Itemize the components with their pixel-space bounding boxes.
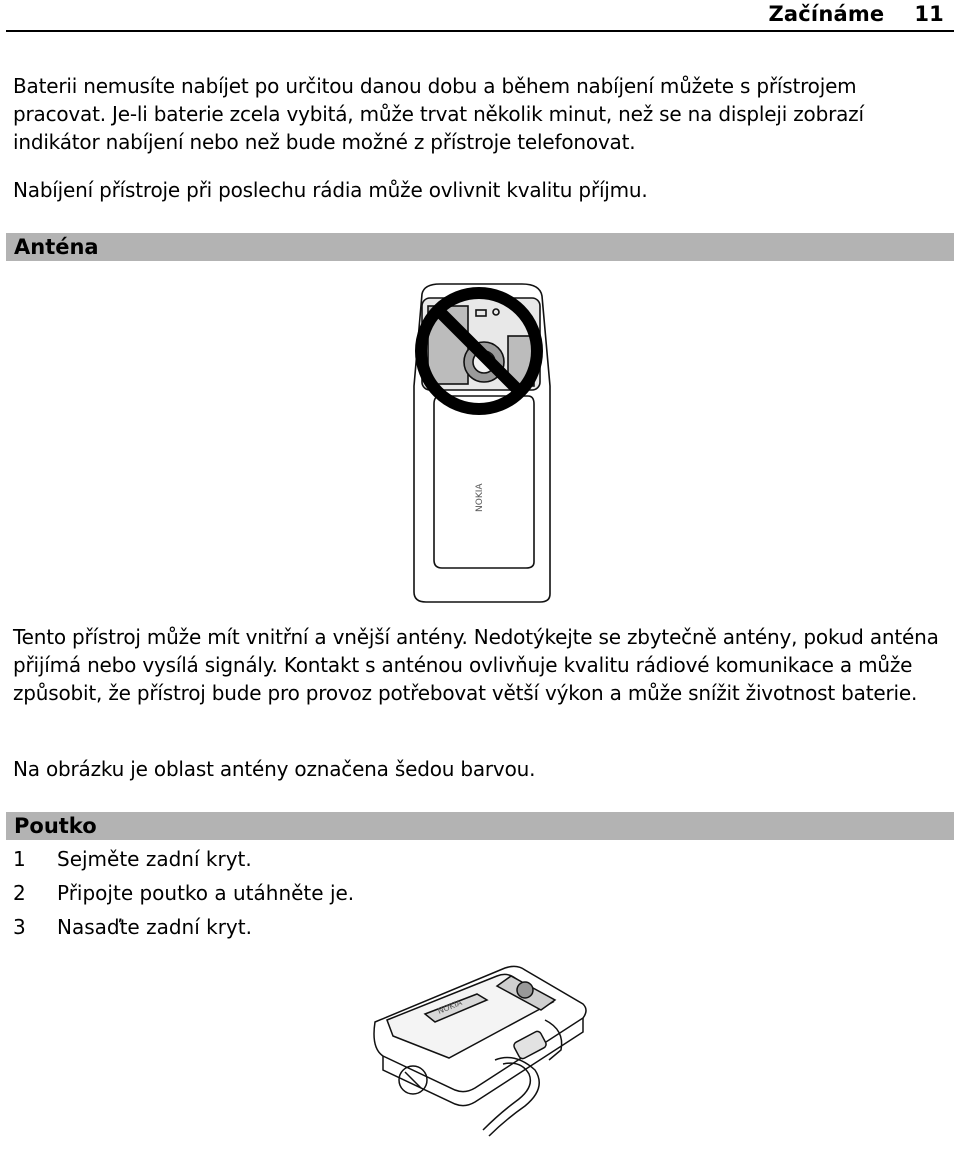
page-header bbox=[0, 0, 960, 32]
page-number: 11 bbox=[914, 2, 944, 26]
strap-illustration bbox=[365, 960, 595, 1152]
section-heading-antenna bbox=[6, 233, 954, 261]
antenna-figure-brand: NOKIA bbox=[475, 483, 485, 512]
antenna-caption-paragraph: Na obrázku je oblast antény označena šedou barvou. bbox=[13, 757, 536, 781]
list-item: 2 Připojte poutko a utáhněte je. bbox=[13, 881, 355, 905]
running-header bbox=[768, 2, 944, 26]
list-item: 3 Nasaďte zadní kryt. bbox=[13, 915, 252, 939]
header-rule bbox=[6, 30, 954, 32]
list-item: 1 Sejměte zadní kryt. bbox=[13, 847, 252, 871]
section-heading-text: Poutko bbox=[14, 814, 97, 838]
antenna-paragraph: Tento přístroj může mít vnitřní a vnější antény. Nedotýkejte se zbytečně antény, pokud anténa přijímá nebo vysílá signály. Kontakt s anténou ovlivňuje kvalitu rádiové komunikace a může způsobit, že přístroj bude pro provoz potřebovat větší výkon a může snížit životnost baterie. bbox=[13, 625, 939, 705]
section-title: Začínáme bbox=[768, 2, 885, 26]
section-heading-strap bbox=[6, 812, 954, 840]
charging-paragraph: Baterii nemusíte nabíjet po určitou danou dobu a během nabíjení můžete s přístrojem pracovat. Je-li baterie zcela vybitá, může trvat několik minut, než se na displeji zobrazí indikátor nabíjení nebo než bude možné z přístroje telefonovat. bbox=[13, 74, 864, 154]
strap-figure-brand: NOKIA bbox=[436, 998, 464, 1016]
antenna-illustration bbox=[400, 276, 560, 606]
strap-steps-list bbox=[13, 842, 913, 944]
radio-note-paragraph: Nabíjení přístroje při poslechu rádia může ovlivnit kvalitu příjmu. bbox=[13, 178, 648, 202]
section-heading-text: Anténa bbox=[14, 235, 99, 259]
